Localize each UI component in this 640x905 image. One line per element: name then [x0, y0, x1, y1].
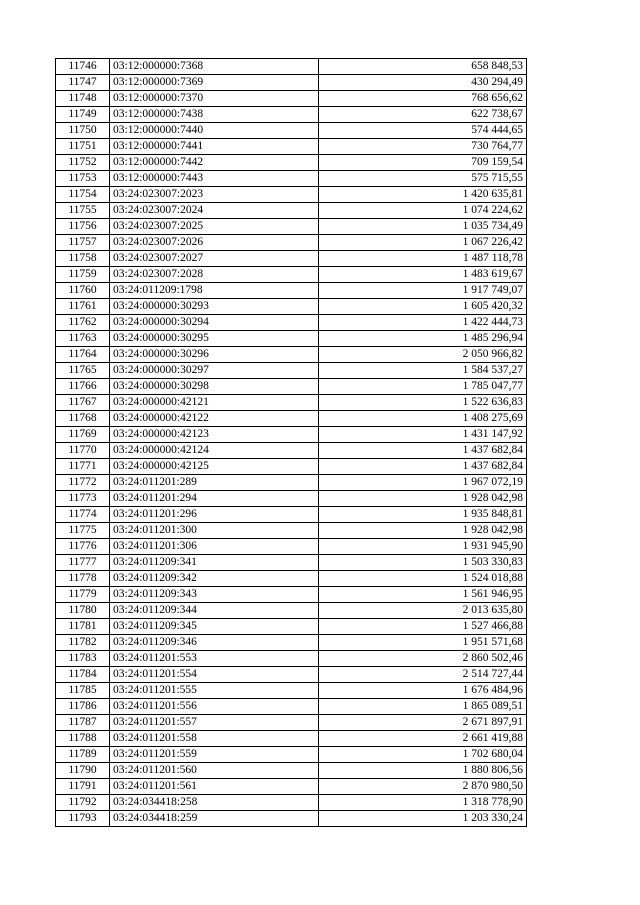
cadastral-number-cell: 03:24:011209:344	[110, 603, 319, 619]
cadastral-number-cell: 03:24:011209:341	[110, 555, 319, 571]
table-row	[56, 267, 527, 283]
row-number-cell: 11788	[56, 731, 110, 747]
table-row	[56, 123, 527, 139]
cadastral-value-cell: 622 738,67	[319, 107, 527, 123]
cadastral-value-cell: 1 865 089,51	[319, 699, 527, 715]
cadastral-value-cell: 1 931 945,90	[319, 539, 527, 555]
cadastral-number-cell: 03:24:000000:30294	[110, 315, 319, 331]
cadastral-value-cell: 1 584 537,27	[319, 363, 527, 379]
row-number-cell: 11780	[56, 603, 110, 619]
row-number-cell: 11782	[56, 635, 110, 651]
row-number-cell: 11784	[56, 667, 110, 683]
cadastral-value-cell: 1 422 444,73	[319, 315, 527, 331]
cadastral-number-cell: 03:24:000000:42124	[110, 443, 319, 459]
cadastral-number-cell: 03:24:023007:2027	[110, 251, 319, 267]
cadastral-value-cell: 1 880 806,56	[319, 763, 527, 779]
row-number-cell: 11750	[56, 123, 110, 139]
table-row	[56, 203, 527, 219]
table-row	[56, 667, 527, 683]
cadastral-value-cell: 730 764,77	[319, 139, 527, 155]
row-number-cell: 11789	[56, 747, 110, 763]
cadastral-value-cell: 2 870 980,50	[319, 779, 527, 795]
cadastral-number-cell: 03:24:000000:30293	[110, 299, 319, 315]
table-row	[56, 459, 527, 475]
cadastral-value-cell: 1 203 330,24	[319, 811, 527, 827]
cadastral-number-cell: 03:24:023007:2025	[110, 219, 319, 235]
cadastral-number-cell: 03:24:011201:561	[110, 779, 319, 795]
row-number-cell: 11754	[56, 187, 110, 203]
cadastral-number-cell: 03:24:034418:259	[110, 811, 319, 827]
table-row	[56, 523, 527, 539]
table-row	[56, 507, 527, 523]
table-row	[56, 219, 527, 235]
cadastral-number-cell: 03:12:000000:7369	[110, 75, 319, 91]
table-row	[56, 395, 527, 411]
row-number-cell: 11777	[56, 555, 110, 571]
cadastral-number-cell: 03:24:011201:558	[110, 731, 319, 747]
table-row	[56, 779, 527, 795]
table-row	[56, 763, 527, 779]
cadastral-value-cell: 1 935 848,81	[319, 507, 527, 523]
row-number-cell: 11773	[56, 491, 110, 507]
cadastral-value-cell: 1 785 047,77	[319, 379, 527, 395]
cadastral-value-cell: 1 420 635,81	[319, 187, 527, 203]
row-number-cell: 11746	[56, 59, 110, 75]
cadastral-number-cell: 03:24:023007:2026	[110, 235, 319, 251]
table-row	[56, 139, 527, 155]
cadastral-value-cell: 575 715,55	[319, 171, 527, 187]
cadastral-number-cell: 03:24:023007:2028	[110, 267, 319, 283]
cadastral-number-cell: 03:24:000000:42125	[110, 459, 319, 475]
cadastral-number-cell: 03:24:000000:42123	[110, 427, 319, 443]
cadastral-number-cell: 03:24:000000:30297	[110, 363, 319, 379]
cadastral-number-cell: 03:24:011209:345	[110, 619, 319, 635]
table-row	[56, 699, 527, 715]
cadastral-value-cell: 1 676 484,96	[319, 683, 527, 699]
cadastral-number-cell: 03:12:000000:7438	[110, 107, 319, 123]
table-row	[56, 747, 527, 763]
cadastral-value-cell: 1 928 042,98	[319, 491, 527, 507]
row-number-cell: 11774	[56, 507, 110, 523]
cadastral-value-cell: 1 605 420,32	[319, 299, 527, 315]
cadastral-number-cell: 03:24:011201:300	[110, 523, 319, 539]
cadastral-value-cell: 1 437 682,84	[319, 443, 527, 459]
cadastral-value-cell: 1 524 018,88	[319, 571, 527, 587]
cadastral-number-cell: 03:24:011201:555	[110, 683, 319, 699]
cadastral-value-cell: 1 917 749,07	[319, 283, 527, 299]
cadastral-value-cell: 1 431 147,92	[319, 427, 527, 443]
table-row	[56, 491, 527, 507]
table-row	[56, 107, 527, 123]
cadastral-number-cell: 03:24:000000:42122	[110, 411, 319, 427]
cadastral-number-cell: 03:12:000000:7368	[110, 59, 319, 75]
cadastral-number-cell: 03:24:011201:554	[110, 667, 319, 683]
cadastral-number-cell: 03:12:000000:7370	[110, 91, 319, 107]
table-body	[56, 59, 527, 827]
cadastral-value-cell: 1 487 118,78	[319, 251, 527, 267]
row-number-cell: 11770	[56, 443, 110, 459]
cadastral-number-cell: 03:12:000000:7443	[110, 171, 319, 187]
cadastral-value-cell: 2 013 635,80	[319, 603, 527, 619]
row-number-cell: 11792	[56, 795, 110, 811]
cadastral-number-cell: 03:12:000000:7442	[110, 155, 319, 171]
row-number-cell: 11755	[56, 203, 110, 219]
cadastral-value-cell: 1 483 619,67	[319, 267, 527, 283]
row-number-cell: 11790	[56, 763, 110, 779]
table-row	[56, 443, 527, 459]
row-number-cell: 11772	[56, 475, 110, 491]
table-row	[56, 251, 527, 267]
table-row	[56, 155, 527, 171]
row-number-cell: 11775	[56, 523, 110, 539]
table-row	[56, 571, 527, 587]
cadastral-number-cell: 03:24:011201:296	[110, 507, 319, 523]
table-row	[56, 587, 527, 603]
cadastral-number-cell: 03:24:000000:42121	[110, 395, 319, 411]
table-row	[56, 59, 527, 75]
row-number-cell: 11749	[56, 107, 110, 123]
row-number-cell: 11756	[56, 219, 110, 235]
cadastral-value-table	[55, 58, 527, 827]
cadastral-number-cell: 03:24:011201:289	[110, 475, 319, 491]
cadastral-number-cell: 03:24:011201:556	[110, 699, 319, 715]
cadastral-number-cell: 03:24:011201:553	[110, 651, 319, 667]
table-row	[56, 347, 527, 363]
cadastral-value-cell: 1 561 946,95	[319, 587, 527, 603]
cadastral-number-cell: 03:24:034418:258	[110, 795, 319, 811]
table-row	[56, 299, 527, 315]
table-row	[56, 331, 527, 347]
table-row	[56, 635, 527, 651]
row-number-cell: 11779	[56, 587, 110, 603]
cadastral-number-cell: 03:24:011209:343	[110, 587, 319, 603]
row-number-cell: 11764	[56, 347, 110, 363]
table-row	[56, 379, 527, 395]
cadastral-value-cell: 574 444,65	[319, 123, 527, 139]
row-number-cell: 11778	[56, 571, 110, 587]
cadastral-value-cell: 2 514 727,44	[319, 667, 527, 683]
cadastral-value-cell: 1 067 226,42	[319, 235, 527, 251]
row-number-cell: 11765	[56, 363, 110, 379]
cadastral-number-cell: 03:24:000000:30295	[110, 331, 319, 347]
row-number-cell: 11762	[56, 315, 110, 331]
table-row	[56, 187, 527, 203]
cadastral-value-cell: 1 503 330,83	[319, 555, 527, 571]
cadastral-value-cell: 709 159,54	[319, 155, 527, 171]
table-row	[56, 315, 527, 331]
cadastral-number-cell: 03:24:000000:30298	[110, 379, 319, 395]
cadastral-value-cell: 1 318 778,90	[319, 795, 527, 811]
cadastral-number-cell: 03:12:000000:7441	[110, 139, 319, 155]
cadastral-value-cell: 1 527 466,88	[319, 619, 527, 635]
row-number-cell: 11758	[56, 251, 110, 267]
table-row	[56, 427, 527, 443]
table-row	[56, 475, 527, 491]
row-number-cell: 11785	[56, 683, 110, 699]
table-row	[56, 363, 527, 379]
cadastral-value-cell: 1 951 571,68	[319, 635, 527, 651]
cadastral-number-cell: 03:24:011201:557	[110, 715, 319, 731]
table-row	[56, 75, 527, 91]
table-row	[56, 619, 527, 635]
row-number-cell: 11757	[56, 235, 110, 251]
cadastral-value-cell: 2 050 966,82	[319, 347, 527, 363]
cadastral-value-cell: 430 294,49	[319, 75, 527, 91]
row-number-cell: 11783	[56, 651, 110, 667]
table-row	[56, 651, 527, 667]
row-number-cell: 11759	[56, 267, 110, 283]
table-row	[56, 811, 527, 827]
row-number-cell: 11753	[56, 171, 110, 187]
row-number-cell: 11769	[56, 427, 110, 443]
row-number-cell: 11776	[56, 539, 110, 555]
cadastral-number-cell: 03:24:000000:30296	[110, 347, 319, 363]
row-number-cell: 11748	[56, 91, 110, 107]
row-number-cell: 11752	[56, 155, 110, 171]
table-row	[56, 539, 527, 555]
row-number-cell: 11766	[56, 379, 110, 395]
table-row	[56, 795, 527, 811]
cadastral-value-cell: 1 408 275,69	[319, 411, 527, 427]
cadastral-value-cell: 1 437 682,84	[319, 459, 527, 475]
table-row	[56, 603, 527, 619]
table-row	[56, 715, 527, 731]
cadastral-number-cell: 03:24:011201:294	[110, 491, 319, 507]
cadastral-number-cell: 03:24:023007:2024	[110, 203, 319, 219]
cadastral-value-cell: 1 485 296,94	[319, 331, 527, 347]
cadastral-value-cell: 2 671 897,91	[319, 715, 527, 731]
row-number-cell: 11791	[56, 779, 110, 795]
table-row	[56, 555, 527, 571]
row-number-cell: 11768	[56, 411, 110, 427]
table-row	[56, 235, 527, 251]
row-number-cell: 11771	[56, 459, 110, 475]
cadastral-value-cell: 1 035 734,49	[319, 219, 527, 235]
cadastral-number-cell: 03:24:023007:2023	[110, 187, 319, 203]
row-number-cell: 11787	[56, 715, 110, 731]
cadastral-number-cell: 03:12:000000:7440	[110, 123, 319, 139]
cadastral-number-cell: 03:24:011209:346	[110, 635, 319, 651]
cadastral-value-cell: 2 661 419,88	[319, 731, 527, 747]
cadastral-value-cell: 1 928 042,98	[319, 523, 527, 539]
table-row	[56, 683, 527, 699]
row-number-cell: 11760	[56, 283, 110, 299]
cadastral-number-cell: 03:24:011201:559	[110, 747, 319, 763]
row-number-cell: 11751	[56, 139, 110, 155]
row-number-cell: 11793	[56, 811, 110, 827]
cadastral-value-cell: 1 702 680,04	[319, 747, 527, 763]
cadastral-value-cell: 1 522 636,83	[319, 395, 527, 411]
cadastral-number-cell: 03:24:011201:560	[110, 763, 319, 779]
cadastral-value-cell: 1 074 224,62	[319, 203, 527, 219]
row-number-cell: 11763	[56, 331, 110, 347]
cadastral-number-cell: 03:24:011209:342	[110, 571, 319, 587]
cadastral-value-cell: 2 860 502,46	[319, 651, 527, 667]
cadastral-number-cell: 03:24:011201:306	[110, 539, 319, 555]
table-row	[56, 91, 527, 107]
row-number-cell: 11767	[56, 395, 110, 411]
cadastral-value-cell: 768 656,62	[319, 91, 527, 107]
table-row	[56, 171, 527, 187]
row-number-cell: 11781	[56, 619, 110, 635]
cadastral-value-cell: 658 848,53	[319, 59, 527, 75]
cadastral-number-cell: 03:24:011209:1798	[110, 283, 319, 299]
table-row	[56, 411, 527, 427]
table-row	[56, 283, 527, 299]
table-row	[56, 731, 527, 747]
cadastral-value-cell: 1 967 072,19	[319, 475, 527, 491]
row-number-cell: 11786	[56, 699, 110, 715]
row-number-cell: 11747	[56, 75, 110, 91]
row-number-cell: 11761	[56, 299, 110, 315]
